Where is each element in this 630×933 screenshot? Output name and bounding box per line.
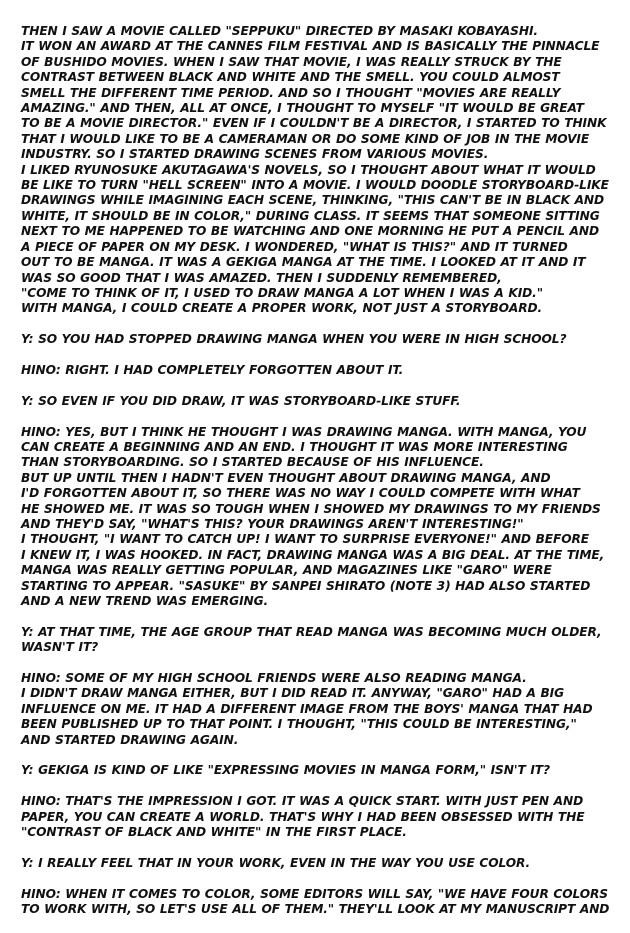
text-line: DRAWINGS WHILE IMAGINING EACH SCENE, THINKING, "THIS CAN'T BE IN BLACK AND bbox=[21, 193, 605, 208]
text-line: AMAZING." AND THEN, ALL AT ONCE, I THOUGHT TO MYSELF "IT WOULD BE GREAT bbox=[21, 101, 584, 116]
text-line: BEEN PUBLISHED UP TO THAT POINT. I THOUGHT, "THIS COULD BE INTERESTING," bbox=[21, 717, 577, 732]
text-line: BUT UP UNTIL THEN I HADN'T EVEN THOUGHT ABOUT DRAWING MANGA, AND bbox=[21, 470, 551, 485]
question-storyboard bbox=[21, 394, 613, 409]
text-line: WASN'T IT? bbox=[21, 640, 99, 655]
text-line: HINO: YES, BUT I THINK HE THOUGHT I WAS DRAWING MANGA. WITH MANGA, YOU bbox=[21, 424, 587, 439]
text-line: STARTING TO APPEAR. "SASUKE" BY SANPEI SHIRATO (NOTE 3) HAD ALSO STARTED bbox=[21, 578, 591, 593]
question-stopped-drawing bbox=[21, 332, 613, 347]
text-line: A PIECE OF PAPER ON MY DESK. I WONDERED, "WHAT IS THIS?" AND IT TURNED bbox=[21, 239, 568, 254]
text-line: THAT I WOULD LIKE TO BE A CAMERAMAN OR DO SOME KIND OF JOB IN THE MOVIE bbox=[21, 131, 590, 146]
text-line: HINO: WHEN IT COMES TO COLOR, SOME EDITORS WILL SAY, "WE HAVE FOUR COLORS bbox=[21, 886, 608, 901]
text-line: AND STARTED DRAWING AGAIN. bbox=[21, 732, 239, 747]
text-line: "CONTRAST OF BLACK AND WHITE" IN THE FIRST PLACE. bbox=[21, 825, 407, 839]
text-line: CAN CREATE A BEGINNING AND AN END. I THOUGHT IT WAS MORE INTERESTING bbox=[21, 439, 568, 454]
text-line: Y: SO EVEN IF YOU DID DRAW, IT WAS STORYBOARD-LIKE STUFF. bbox=[21, 393, 461, 408]
text-line: AND THEY'D SAY, "WHAT'S THIS? YOUR DRAWINGS AREN'T INTERESTING!" bbox=[21, 516, 524, 531]
question-age-group bbox=[21, 625, 613, 656]
text-line: I'D FORGOTTEN ABOUT IT, SO THERE WAS NO WAY I COULD COMPETE WITH WHAT bbox=[21, 486, 580, 501]
text-line: I KNEW IT, I WAS HOOKED. IN FACT, DRAWING MANGA WAS A BIG DEAL. AT THE TIME, bbox=[21, 547, 605, 562]
text-line: OF BUSHIDO MOVIES. WHEN I SAW THAT MOVIE, I WAS REALLY STRUCK BY THE bbox=[21, 54, 562, 69]
paragraph-seppuku-story bbox=[21, 24, 613, 317]
answer-influence bbox=[21, 425, 613, 610]
answer-garo bbox=[21, 671, 613, 748]
text-line: TO WORK WITH, SO LET'S USE ALL OF THEM." THEY'LL LOOK AT MY MANUSCRIPT AND bbox=[21, 902, 610, 916]
text-line: Y: GEKIGA IS KIND OF LIKE "EXPRESSING MOVIES IN MANGA FORM," ISN'T IT? bbox=[21, 763, 550, 778]
text-line: BE LIKE TO TURN "HELL SCREEN" INTO A MOVIE. I WOULD DOODLE STORYBOARD-LIKE bbox=[21, 178, 609, 193]
text-line: PAPER, YOU CAN CREATE A WORLD. THAT'S WHY I HAD BEEN OBSESSED WITH THE bbox=[21, 809, 585, 824]
text-line: "COME TO THINK OF IT, I USED TO DRAW MANGA A LOT WHEN I WAS A KID." bbox=[21, 285, 543, 300]
text-line: NEXT TO ME HAPPENED TO BE WATCHING AND ONE MORNING HE PUT A PENCIL AND bbox=[21, 224, 599, 239]
text-line: I DIDN'T DRAW MANGA EITHER, BUT I DID READ IT. ANYWAY, "GARO" HAD A BIG bbox=[21, 686, 564, 701]
text-line: OUT TO BE MANGA. IT WAS A GEKIGA MANGA AT THE TIME. I LOOKED AT IT AND IT bbox=[21, 255, 586, 270]
text-line: TO BE A MOVIE DIRECTOR." EVEN IF I COULDN'T BE A DIRECTOR, I STARTED TO THINK bbox=[21, 116, 607, 131]
text-line: I LIKED RYUNOSUKE AKUTAGAWA'S NOVELS, SO I THOUGHT ABOUT WHAT IT WOULD bbox=[21, 162, 596, 177]
interview-text-body bbox=[21, 24, 613, 933]
text-line: SMELL THE DIFFERENT TIME PERIOD. AND SO I THOUGHT "MOVIES ARE REALLY bbox=[21, 85, 561, 100]
text-line: CONTRAST BETWEEN BLACK AND WHITE AND THE SMELL. YOU COULD ALMOST bbox=[21, 70, 560, 85]
text-line: THAN STORYBOARDING. SO I STARTED BECAUSE OF HIS INFLUENCE. bbox=[21, 455, 484, 470]
text-line: IT WON AN AWARD AT THE CANNES FILM FESTIVAL AND IS BASICALLY THE PINNACLE bbox=[21, 39, 600, 54]
text-line: Y: AT THAT TIME, THE AGE GROUP THAT READ MANGA WAS BECOMING MUCH OLDER, bbox=[21, 624, 602, 639]
text-line: WITH MANGA, I COULD CREATE A PROPER WORK, NOT JUST A STORYBOARD. bbox=[21, 301, 543, 316]
answer-black-and-white bbox=[21, 794, 613, 840]
text-line: HINO: SOME OF MY HIGH SCHOOL FRIENDS WERE ALSO READING MANGA. bbox=[21, 670, 527, 685]
answer-four-colors bbox=[21, 887, 613, 918]
answer-forgotten bbox=[21, 363, 613, 378]
text-line: Y: I REALLY FEEL THAT IN YOUR WORK, EVEN IN THE WAY YOU USE COLOR. bbox=[21, 855, 531, 870]
text-line: THEN I SAW A MOVIE CALLED "SEPPUKU" DIRECTED BY MASAKI KOBAYASHI. bbox=[21, 24, 538, 38]
text-line: HINO: THAT'S THE IMPRESSION I GOT. IT WAS A QUICK START. WITH JUST PEN AND bbox=[21, 794, 584, 809]
text-line: HE SHOWED ME. IT WAS SO TOUGH WHEN I SHOWED MY DRAWINGS TO MY FRIENDS bbox=[21, 501, 601, 516]
text-line: INFLUENCE ON ME. IT HAD A DIFFERENT IMAGE FROM THE BOYS' MANGA THAT HAD bbox=[21, 701, 593, 716]
text-line: Y: SO YOU HAD STOPPED DRAWING MANGA WHEN YOU WERE IN HIGH SCHOOL? bbox=[21, 332, 567, 347]
text-line: WAS SO GOOD THAT I WAS AMAZED. THEN I SUDDENLY REMEMBERED, bbox=[21, 270, 502, 285]
question-gekiga bbox=[21, 763, 613, 778]
text-line: HINO: RIGHT. I HAD COMPLETELY FORGOTTEN ABOUT IT. bbox=[21, 362, 404, 377]
text-line: MANGA WAS REALLY GETTING POPULAR, AND MAGAZINES LIKE "GARO" WERE bbox=[21, 563, 552, 578]
text-line: INDUSTRY. SO I STARTED DRAWING SCENES FROM VARIOUS MOVIES. bbox=[21, 147, 489, 162]
question-color bbox=[21, 856, 613, 871]
text-line: I THOUGHT, "I WANT TO CATCH UP! I WANT TO SURPRISE EVERYONE!" AND BEFORE bbox=[21, 532, 589, 547]
text-line: WHITE, IT SHOULD BE IN COLOR," DURING CLASS. IT SEEMS THAT SOMEONE SITTING bbox=[21, 208, 600, 223]
text-line: AND A NEW TREND WAS EMERGING. bbox=[21, 593, 269, 608]
